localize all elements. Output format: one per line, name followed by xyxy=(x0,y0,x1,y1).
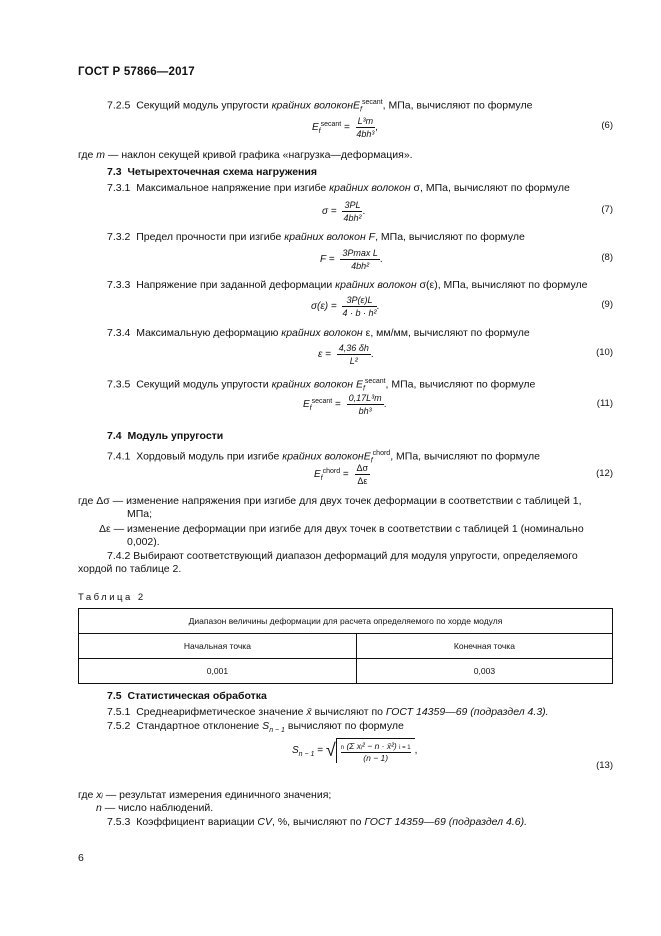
eq-lhs-sub: f xyxy=(318,128,321,136)
equation-10: ε = $\frac{4,36 \delta h}{\text{L²}}$ . xyxy=(318,343,374,366)
section-7-3-heading xyxy=(107,166,317,179)
symbol: E xyxy=(355,378,363,391)
where-n xyxy=(96,802,213,815)
equation-number: (13) xyxy=(596,760,613,771)
eq-lhs: σ(ε) = xyxy=(311,301,337,313)
section-number: 7.4 xyxy=(107,430,122,442)
fraction xyxy=(342,295,376,318)
para-italic: крайних волокон xyxy=(282,450,364,463)
table-2 xyxy=(78,608,613,684)
clause-number: 7.4.1 xyxy=(107,450,131,463)
fraction xyxy=(337,343,371,366)
para-7-3-3 xyxy=(107,279,587,292)
para-7-3-1 xyxy=(107,182,570,195)
equation-number: (6) xyxy=(601,120,613,131)
para-text: Предел прочности при изгибе xyxy=(136,231,285,243)
numerator: 3PL xyxy=(344,200,361,210)
denominator: 4bh² xyxy=(343,213,362,223)
denominator: 4bh² xyxy=(351,261,370,271)
equation-8: F = $\frac{\text{3Pmax L}}{\text{4bh²}}$ . xyxy=(320,248,383,271)
para-text: , МПа, вычисляют по формуле xyxy=(390,450,540,463)
symbol: σ(ε) xyxy=(419,279,438,291)
denominator: (n − 1) xyxy=(363,753,389,763)
sqrt-body xyxy=(336,738,415,763)
symbol-sup: secant xyxy=(364,378,386,385)
table-caption: Таблица 2 xyxy=(78,592,146,603)
clause-number: 7.3.4 xyxy=(107,327,131,339)
symbol: ε xyxy=(365,327,371,339)
fraction xyxy=(340,248,380,271)
sum-expression: (Σ xᵢ² − n · x̄²) xyxy=(346,741,397,751)
denominator: 4 · b · h² xyxy=(342,308,377,318)
para-italic: крайних волокон xyxy=(281,327,363,339)
para-7-5-1 xyxy=(107,706,549,719)
para-italic: крайних волокон xyxy=(329,182,411,194)
table-header-cell: Диапазон величины деформации для расчета определяемого по хорде модуля xyxy=(79,609,613,634)
para-7-4-2-line1: 7.4.2 Выбирают соответствующий диапазон деформаций для модуля упругости, определяемого xyxy=(107,550,578,562)
table-cell: 0,001 xyxy=(79,659,357,684)
equation-7: σ = $\frac{3PL}{\text{4bh²}}$ . xyxy=(322,200,366,223)
para-7-3-2 xyxy=(107,231,525,244)
where-delta-epsilon-cont: 0,002). xyxy=(127,536,160,548)
symbol-sup: chord xyxy=(372,450,391,457)
numerator: 4,36 δh xyxy=(338,343,369,353)
eq-lhs-sup: secant xyxy=(320,120,342,128)
para-text: Хордовый модуль при изгибе xyxy=(136,450,283,463)
clause-number: 7.3.1 xyxy=(107,182,131,194)
para-text: Максимальную деформацию xyxy=(136,327,282,339)
where-m xyxy=(78,149,413,162)
para-text: Секущий модуль упругости xyxy=(136,378,272,391)
where-text: — наклон секущей кривой графика «нагрузка—деформация». xyxy=(105,149,413,161)
page-number: 6 xyxy=(78,852,84,864)
para-text: , %, вычисляют по xyxy=(272,816,365,828)
eq-lhs: E xyxy=(312,122,319,134)
fraction xyxy=(356,116,376,139)
eq-lhs-sub: n − 1 xyxy=(298,751,315,759)
section-title: Модуль упругости xyxy=(127,430,224,442)
standard-reference: ГОСТ 14359—69 (подраздел 4.6). xyxy=(364,816,528,828)
equation-11: $E_f^{secant}$ = $\frac{\text{0,17L³m}}{\text{bh³}}$ . xyxy=(303,393,387,416)
table-row xyxy=(79,634,613,659)
fraction xyxy=(342,200,362,223)
equation-12: $E_f^{chord}$ = $\frac{\Delta\sigma}{\Delta\varepsilon}$ xyxy=(314,463,369,486)
standard-reference: ГОСТ 14359—69 (подраздел 4.3). xyxy=(385,706,549,718)
section-7-5-heading xyxy=(107,690,267,703)
numerator: L³m xyxy=(357,116,374,126)
eq-lhs-sup: chord xyxy=(322,467,341,475)
para-text: вычисляют по формуле xyxy=(284,720,404,732)
equation-number: (10) xyxy=(596,347,613,358)
equation-number: (7) xyxy=(601,204,613,215)
para-text: , МПа, вычисляют по формуле xyxy=(382,99,533,112)
section-title: Статистическая обработка xyxy=(127,690,267,702)
symbol-sub: f xyxy=(360,106,362,114)
symbol-sub: f xyxy=(370,457,373,465)
clause-number: 7.5.1 xyxy=(107,706,131,718)
sum-lower: i = 1 xyxy=(399,745,411,751)
equation-number: (12) xyxy=(596,468,613,479)
para-italic: крайних волокон xyxy=(335,279,417,291)
para-7-2-5 xyxy=(107,96,532,117)
para-italic: крайних волокон xyxy=(271,378,354,391)
denominator: 4bh³ xyxy=(356,129,375,139)
para-text: Максимальное напряжение при изгибе xyxy=(136,182,330,194)
para-7-4-2-line2: хордой по таблице 2. xyxy=(78,563,182,575)
numerator: 3P(ε)L xyxy=(342,295,376,307)
para-7-3-4 xyxy=(107,327,530,340)
symbol-sup: secant xyxy=(362,99,383,106)
where-prefix: где xyxy=(78,789,97,801)
where-delta-sigma-cont: МПа; xyxy=(127,508,153,520)
numerator: 0,17L³m xyxy=(348,393,382,403)
symbol: xᵢ xyxy=(96,789,103,801)
numerator xyxy=(341,741,411,753)
equation-13: $S_{n - 1}$ = √ $\frac{\text{n (Σ xᵢ² − n · x̄²) i = 1}}{(n - 1)}$ , xyxy=(292,740,418,763)
symbol: S xyxy=(262,720,270,732)
para-italic: крайних волокон xyxy=(271,99,354,112)
eq-lhs: ε = xyxy=(318,349,332,361)
para-italic: крайних волокон F xyxy=(284,231,376,243)
equation-9: σ(ε) = $\frac{3P(\varepsilon)L}{\text{4 · b · h²}}$ . xyxy=(311,295,380,318)
clause-number: 7.3.3 xyxy=(107,279,131,291)
symbol: CV xyxy=(257,816,273,828)
equation-number: (11) xyxy=(596,398,613,409)
equation-number: (9) xyxy=(601,299,613,310)
symbol: σ xyxy=(413,182,421,194)
para-text: , МПа, вычисляют по формуле xyxy=(437,279,588,291)
denominator: Δε xyxy=(357,476,368,486)
symbol: m xyxy=(96,149,105,161)
eq-lhs-sup: secant xyxy=(311,397,333,405)
document-header: ГОСТ Р 57866—2017 xyxy=(78,66,195,78)
equation-number: (8) xyxy=(601,252,613,263)
para-text: вычисляют по xyxy=(311,706,386,718)
para-text: Коэффициент вариации xyxy=(136,816,258,828)
para-text: , МПа, вычисляют по формуле xyxy=(420,182,570,194)
para-text: Напряжение при заданной деформации xyxy=(136,279,336,291)
where-x xyxy=(78,789,331,802)
section-number: 7.3 xyxy=(107,166,122,178)
eq-lhs-sub: f xyxy=(320,475,323,483)
table-col-header: Конечная точка xyxy=(356,634,612,659)
para-text: , МПа, вычисляют по формуле xyxy=(385,378,536,391)
symbol: E xyxy=(353,99,361,112)
section-title: Четырехточечная схема нагружения xyxy=(127,166,317,178)
where-delta-sigma: где Δσ — изменение напряжения при изгибе для двух точек деформации в соответствии с таблицей 1, xyxy=(78,495,582,507)
symbol-sub: f xyxy=(362,385,365,393)
clause-number: 7.2.5 xyxy=(107,99,131,112)
equation-6: $E_f^{secant}$ = $\frac{\text{L³m}}{\text{4bh³}}$ , xyxy=(312,116,378,139)
fraction xyxy=(347,393,384,416)
sqrt-icon: √ xyxy=(325,740,336,760)
para-text: , МПа, вычисляют по формуле xyxy=(375,231,525,243)
symbol-sub: n − 1 xyxy=(269,727,285,735)
para-text: Стандартное отклонение xyxy=(136,720,263,732)
symbol: E xyxy=(363,450,371,463)
numerator: Δσ xyxy=(356,463,369,473)
clause-number: 7.3.2 xyxy=(107,231,131,243)
eq-lhs-sub: f xyxy=(309,405,312,413)
para-7-5-2 xyxy=(107,720,404,737)
clause-number: 7.3.5 xyxy=(107,378,131,391)
denominator: L² xyxy=(349,356,358,366)
table-cell: 0,003 xyxy=(356,659,612,684)
section-7-4-heading xyxy=(107,430,223,443)
symbol: x̄ xyxy=(306,706,312,718)
table-row xyxy=(79,659,613,684)
where-text: — результат измерения единичного значения; xyxy=(102,789,332,801)
denominator: bh³ xyxy=(358,406,372,416)
eq-lhs: S xyxy=(292,745,299,757)
para-text: , мм/мм, вычисляют по формуле xyxy=(370,327,530,339)
symbol: n xyxy=(96,802,102,814)
para-text: Секущий модуль упругости xyxy=(136,99,272,112)
table-row xyxy=(79,609,613,634)
clause-number: 7.5.2 xyxy=(107,720,131,732)
para-7-5-3 xyxy=(107,816,527,829)
section-number: 7.5 xyxy=(107,690,122,702)
where-delta-epsilon: Δε — изменение деформации при изгибе для двух точек в соответствии с таблицей 1 (номинально xyxy=(99,523,584,535)
table-col-header: Начальная точка xyxy=(79,634,357,659)
eq-lhs: F = xyxy=(320,254,335,266)
where-prefix: где xyxy=(78,149,97,161)
fraction xyxy=(355,463,371,486)
eq-lhs: E xyxy=(314,469,321,481)
numerator: 3Pmax L xyxy=(342,248,378,258)
where-text: — число наблюдений. xyxy=(101,802,214,814)
eq-lhs: σ = xyxy=(322,206,337,218)
clause-number: 7.5.3 xyxy=(107,816,131,828)
eq-lhs: E xyxy=(303,399,310,411)
sum-upper: n xyxy=(340,745,345,751)
para-text: Среднеарифметическое значение xyxy=(136,706,307,718)
